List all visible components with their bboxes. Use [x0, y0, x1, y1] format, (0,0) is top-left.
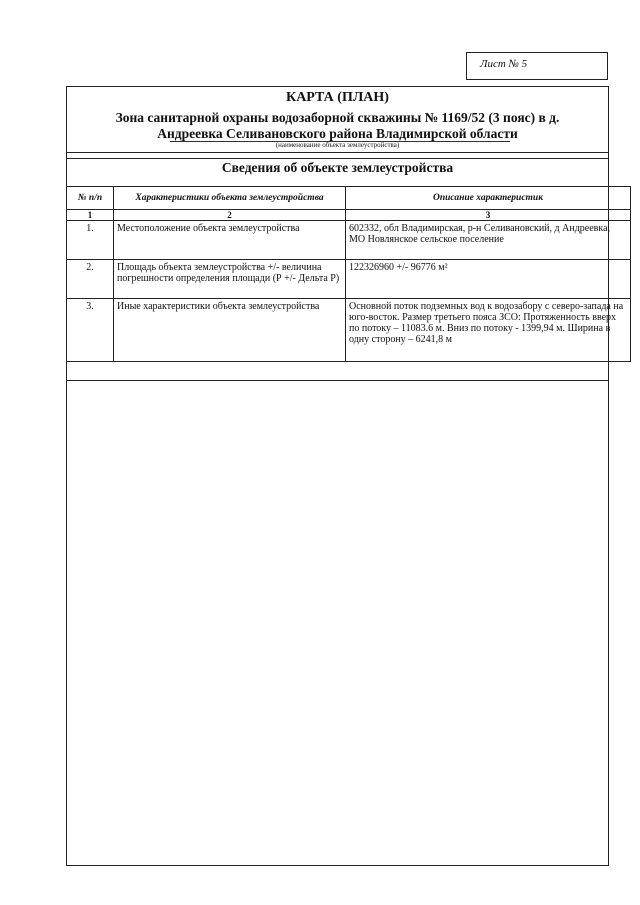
row-characteristic: Местоположение объекта землеустройства: [114, 221, 346, 260]
row-num: 1.: [67, 221, 114, 260]
row-description: Основной поток подземных вод к водозабору с северо-запада на юго-восток. Размер третьего пояса ЗСО: Протяженность вверх по потоку – 11083.6 м. Вниз по потоку - 1399,94 м. Ширина в одну сторону – 6241,8 м: [346, 299, 631, 362]
sheet-number: Лист № 5: [480, 58, 528, 70]
column-number-row: [67, 210, 631, 221]
subtitle-line-1: Зона санитарной охраны водозаборной скважины № 1169/52 (3 пояс) в д.: [115, 110, 560, 125]
col-number-2: 2: [114, 210, 346, 221]
header-characteristic: Характеристики объекта землеустройства: [114, 187, 346, 210]
row-description: 602332, обл Владимирская, р-н Селивановский, д Андреевка, МО Новлянское сельское поселение: [346, 221, 631, 260]
table-bottom-rule: [66, 380, 609, 381]
subtitle-line-2: Андреевка Селивановского района Владимирской области: [157, 126, 518, 141]
row-characteristic: Иные характеристики объекта землеустройства: [114, 299, 346, 362]
col-number-1: 1: [67, 210, 114, 221]
row-num: 2.: [67, 260, 114, 299]
col-number-3: 3: [346, 210, 631, 221]
header-description: Описание характеристик: [346, 187, 631, 210]
table-row: [67, 299, 631, 362]
table-row: [67, 260, 631, 299]
section-divider-bottom: [66, 158, 609, 159]
document-subtitle: [86, 110, 589, 142]
row-characteristic: Площадь объекта землеустройства +/- величина погрешности определения площади (Р +/- Дельта Р): [114, 260, 346, 299]
document-title: КАРТА (ПЛАН): [286, 90, 389, 105]
table-header-row: [67, 187, 631, 210]
row-num: 3.: [67, 299, 114, 362]
header-num: № п/п: [67, 187, 114, 210]
object-name-note: (наименование объекта землеустройства): [275, 141, 400, 149]
object-info-table: [66, 186, 631, 362]
table-row: [67, 221, 631, 260]
section-divider-top: [66, 152, 609, 153]
row-description: 122326960 +/- 96776 м²: [346, 260, 631, 299]
section-title: Сведения об объекте землеустройства: [221, 160, 454, 175]
